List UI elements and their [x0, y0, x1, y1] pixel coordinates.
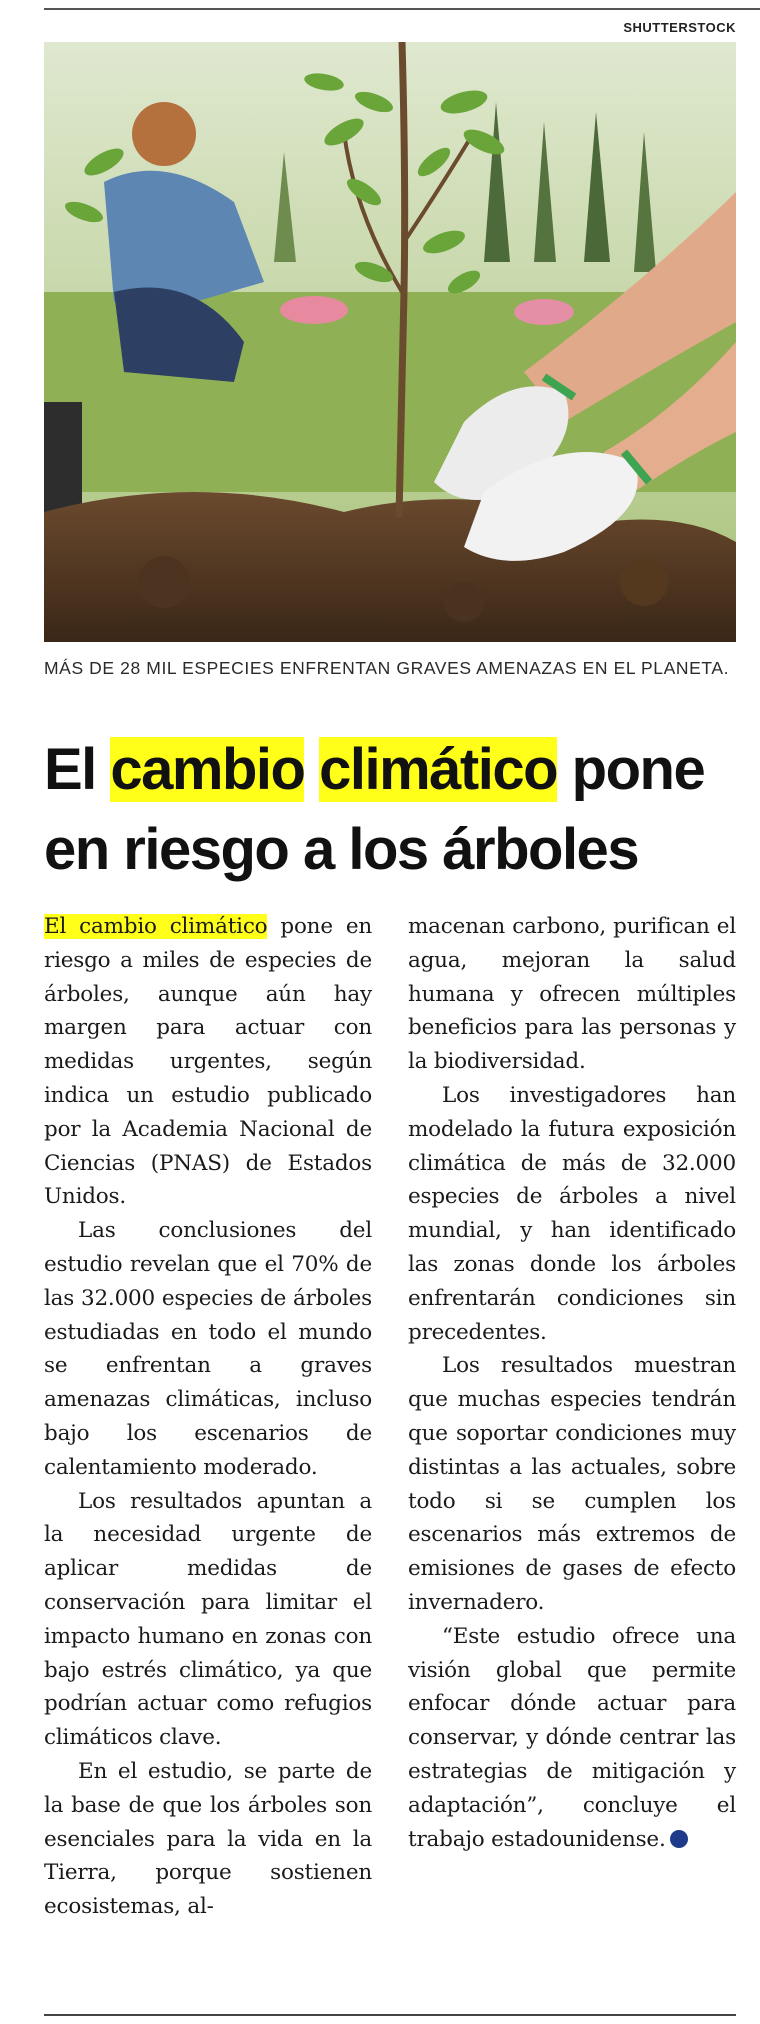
- article-photo: [44, 42, 736, 642]
- top-rule: [44, 8, 760, 10]
- body-highlight: El cambio climático: [44, 914, 268, 939]
- body-paragraph-7: [408, 1620, 736, 1857]
- body-paragraph-1: [44, 910, 372, 1214]
- photo-credit: SHUTTERSTOCK: [623, 20, 736, 35]
- headline: [44, 730, 744, 890]
- end-mark-icon: [670, 1830, 688, 1848]
- body-paragraph-4a: En el estudio, se parte de la base de que los árboles son esenciales para la vida en la Tierra, porque sostienen ecosistemas, al-: [44, 1758, 372, 1920]
- body-paragraph-1-text: pone en riesgo a miles de especies de árboles, aunque aún hay margen para actuar con medidas urgentes, según indica un estudio publicado por la Academia Nacional de Ciencias (PNAS) de Estados Unidos.: [44, 914, 372, 1210]
- body-paragraph-4b: macenan carbono, purifican el agua, mejoran la salud humana y ofrecen múltiples beneficios para las personas y la biodiversidad.: [408, 914, 736, 1075]
- headline-end: pone en riesgo a los árboles: [44, 737, 705, 882]
- photo-caption: MÁS DE 28 MIL ESPECIES ENFRENTAN GRAVES AMENAZAS EN EL PLANETA.: [44, 658, 730, 678]
- headline-space: [304, 737, 319, 802]
- headline-highlight-climatico: climático: [319, 737, 558, 802]
- tree-planting-illustration: [44, 42, 736, 642]
- headline-start: El: [44, 737, 111, 802]
- headline-highlight-cambio: cambio: [110, 737, 305, 802]
- body-paragraph-7-text: “Este estudio ofrece una visión global que permite enfocar dónde actuar para conservar, y dónde centrar las estrategias de mitigación y adaptación”, concluye el trabajo estadounidense.: [408, 1623, 736, 1852]
- article-column-left: [44, 910, 372, 1924]
- body-paragraph-5: Los investigadores han modelado la futura exposición climática de más de 32.000 especies de árboles a nivel mundial, y han identificado las zonas donde los árboles enfrentarán condiciones sin precedentes.: [408, 1082, 736, 1345]
- body-paragraph-3: Los resultados apuntan a la necesidad urgente de aplicar medidas de conservación para limitar el impacto humano en zonas con bajo estrés climático, ya que podrían actuar como refugios climáticos clave.: [44, 1488, 372, 1751]
- body-paragraph-6: Los resultados muestran que muchas especies tendrán que soportar condiciones muy distintas a las actuales, sobre todo si se cumplen los escenarios más extremos de emisiones de gases de efecto invernadero.: [408, 1353, 736, 1615]
- article-column-right: [408, 910, 736, 1856]
- body-paragraph-2: Las conclusiones del estudio revelan que el 70% de las 32.000 especies de árboles estudiadas en todo el mundo se enfrentan a graves amenazas climáticas, incluso bajo los escenarios de calentamiento moderado.: [44, 1218, 372, 1480]
- bottom-rule: [44, 2014, 736, 2016]
